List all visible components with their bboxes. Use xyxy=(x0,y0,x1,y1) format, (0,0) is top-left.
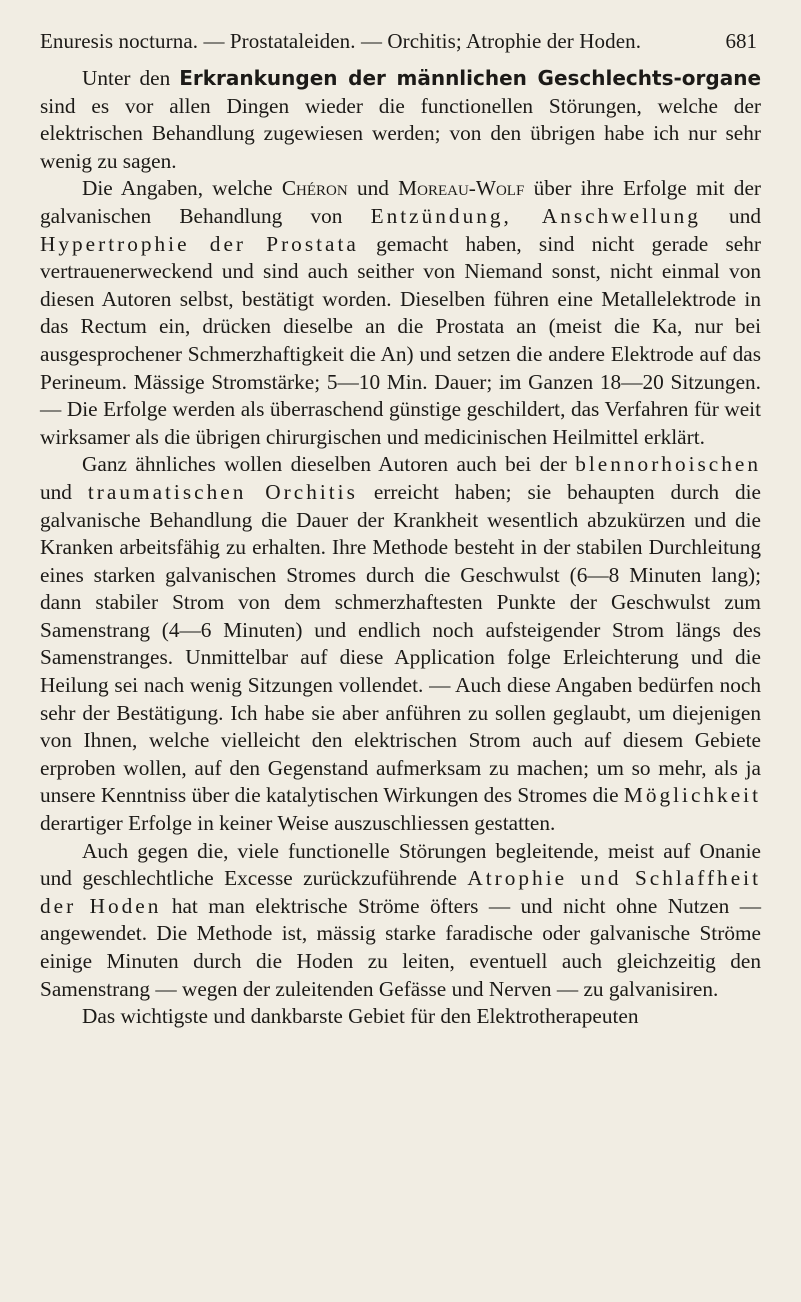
text-run: Die Angaben, welche xyxy=(82,176,282,201)
paragraph-3 xyxy=(40,451,761,837)
text-run: Ganz ähnliches wollen dieselben Autoren auch bei der xyxy=(82,452,576,477)
spaced-term: blennorhoischen xyxy=(575,452,761,477)
spaced-term: Atrophie und Schlaffheit der Hoden xyxy=(40,866,761,918)
paragraph-5 xyxy=(40,1003,761,1031)
page-body xyxy=(40,65,761,1031)
paragraph-4 xyxy=(40,838,761,1004)
spaced-term: Hypertrophie der Prostata xyxy=(40,231,359,256)
spaced-term: traumatischen Orchitis xyxy=(87,479,358,504)
text-run: und xyxy=(700,203,762,228)
author-name: Chéron xyxy=(281,176,348,201)
page-number: 681 xyxy=(725,29,757,53)
text-run: erreicht haben; sie behaupten durch die galvanische Behandlung die Dauer der Krankheit wesentlich abzukürzen und die Kranken arbeitsfähig zu erhalten. Ihre Methode besteht in der stabilen Durchleitung eines starken galvanischen Stromes durch die Geschwulst (6—8 Minuten lang); dann stabiler Strom von dem schmerzhaftesten Punkte der Geschwulst zum Samenstrang (4—6 Minuten) und endlich noch aufsteigender Strom längs des Samenstranges. Unmittelbar auf diese Application folge Erleichterung und die Heilung sei nach wenig Sitzungen vollendet. — Auch diese Angaben bedürfen noch sehr der Bestätigung. Ich habe sie aber anführen zu sollen geglaubt, um diejenigen von Ihnen, welche vielleicht den elektrischen Strom auch auf diesem Gebiete erproben wollen, auf den Gegenstand aufmerksam zu machen; um so mehr, als ja unsere Kenntniss über die katalytischen Wirkungen des Stromes die xyxy=(40,479,762,808)
text-run: Das wichtigste und dankbarste Gebiet für den Elektrotherapeuten xyxy=(82,1004,639,1029)
spaced-term: Entzündung, Anschwellung xyxy=(370,203,701,228)
text-run: Unter den xyxy=(82,66,180,90)
text-run: Auch gegen die, viele functionelle Störungen begleitende, meist auf Onanie und geschlechtliche Excesse zurückzuführende xyxy=(40,838,761,891)
text-run: und xyxy=(347,176,399,201)
author-name: Moreau-Wolf xyxy=(398,176,525,201)
text-run: gemacht haben, sind nicht gerade sehr vertrauenerweckend und sind auch seither von Niemand sonst, nicht einmal von diesen Autoren selbst, bestätigt worden. Dieselben führen eine Metallelektrode in das Rectum ein, drücken dieselbe an die Prostata an (meist die Ka, nur bei ausgesprochener Schmerzhaftigkeit die An) und setzen die andere Elektrode auf das Perineum. Mässige Stromstärke; 5—10 Min. Dauer; im Ganzen 18—20 Sitzungen. — Die Erfolge werden als überraschend günstige geschildert, das Verfahren für weit wirksamer als die übrigen chirurgischen und medicinischen Heilmittel erklärt. xyxy=(40,231,761,449)
text-run: hat man elektrische Ströme öfters — und nicht ohne Nutzen — angewendet. Die Methode ist, mässig starke faradische oder galvanische Ströme einige Minuten durch die Hoden zu leiten, eventuell auch gleichzeitig den Samenstrang — wegen der zuleitenden Gefässe und Nerven — zu galvanisiren. xyxy=(40,893,761,1001)
paragraph-1 xyxy=(40,65,761,175)
section-heading: Erkrankungen der männlichen Geschlechts-organe xyxy=(179,66,762,90)
text-run: derartiger Erfolge in keiner Weise auszuschliessen gestatten. xyxy=(40,811,556,836)
text-run: und xyxy=(40,479,88,504)
running-title: Enuresis nocturna. — Prostataleiden. — Orchitis; Atrophie der Hoden. xyxy=(40,29,642,53)
paragraph-2 xyxy=(40,175,761,451)
running-header xyxy=(40,28,761,54)
text-run: sind es vor allen Dingen wieder die functionellen Störungen, welche der elektrischen Behandlung zugewiesen werden; von den übrigen habe ich nur sehr wenig zu sagen. xyxy=(40,93,761,173)
spaced-term: Möglichkeit xyxy=(623,783,761,808)
text-run: über ihre Erfolge mit der galvanischen Behandlung von xyxy=(40,176,761,228)
